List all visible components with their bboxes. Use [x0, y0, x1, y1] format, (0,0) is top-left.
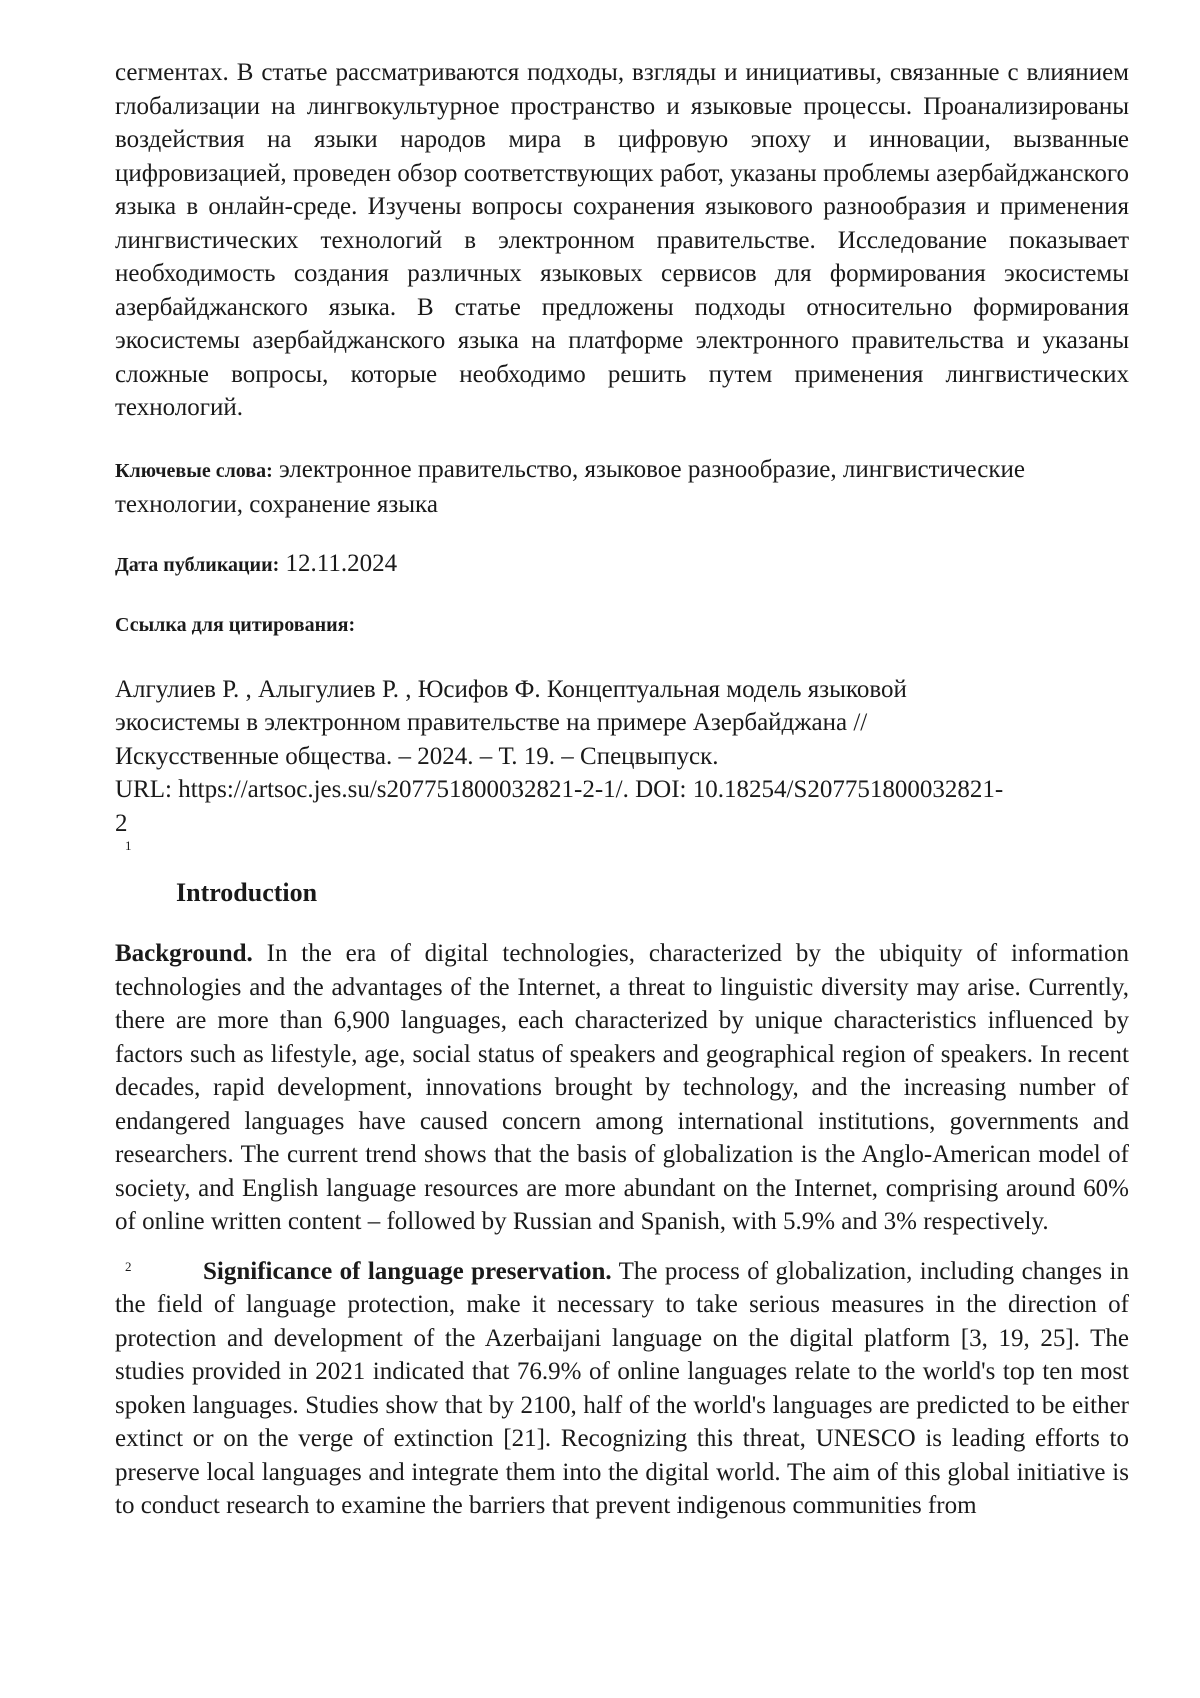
- publication-date: [115, 547, 1129, 583]
- abstract-tail: сегментах. В статье рассматриваются подходы, взгляды и инициативы, связанные с влиянием глобализации на лингвокультурное пространство и языковые процессы. Проанализированы воздействия на языки народов мира в цифровую эпоху и инновации, вызванные цифровизацией, проведен обзор соответствующих работ, указаны проблемы азербайджанского языка в онлайн-среде. Изучены вопросы сохранения языкового разнообразия и применения лингвистических технологий в электронном правительстве. Исследование показывает необходимость создания различных языковых сервисов для формирования экосистемы азербайджанского языка. В статье предложены подходы относительно формирования экосистемы азербайджанского языка на платформе электронного правительства и указаны сложные вопросы, которые необходимо решить путем применения лингвистических технологий.: [115, 59, 1129, 421]
- citation-line: Искусственные общества. – 2024. – Т. 19. – Спецвыпуск.: [115, 742, 719, 770]
- footnote-mark: 2: [125, 1258, 132, 1274]
- citation-label: Ссылка для цитирования:: [115, 614, 356, 636]
- citation-line: 2: [115, 809, 128, 837]
- keywords: [115, 453, 1129, 522]
- citation-line: Алгулиев Р. , Алыгулиев Р. , Юсифов Ф. Концептуальная модель языковой: [115, 675, 907, 703]
- citation-url-line: URL: https://artsoc.jes.su/s207751800032821-2-1/. DOI: 10.18254/S207751800032821-: [115, 776, 1004, 803]
- significance-label: Significance of language preservation.: [203, 1257, 612, 1285]
- keywords-label: Ключевые слова:: [115, 459, 273, 482]
- citation: [115, 673, 1129, 841]
- background-paragraph: [115, 937, 1129, 1239]
- citation-line: экосистемы в электронном правительстве на примере Азербайджана //: [115, 709, 868, 736]
- publication-label: Дата публикации:: [115, 553, 280, 576]
- section-heading: Introduction: [176, 877, 318, 907]
- keywords-text: электронное правительство, языковое разнообразие, лингвистические технологии, сохранение языка: [115, 455, 1025, 518]
- footnote-mark: 1: [125, 838, 132, 853]
- background-label: Background.: [115, 940, 253, 967]
- page-content: [115, 56, 1129, 1523]
- publication-value: 12.11.2024: [279, 549, 398, 577]
- citation-heading: [115, 607, 1129, 643]
- background-text: In the era of digital technologies, characterized by the ubiquity of information technologies and the advantages of the Internet, a threat to linguistic diversity may arise. Currently, there are more than 6,900 languages, each characterized by unique characteristics influenced by factors such as lifestyle, age, social status of speakers and geographical region of speakers. In recent decades, rapid development, innovations brought by technology, and the increasing number of endangered languages have caused concern among international institutions, governments and researchers. The current trend shows that the basis of globalization is the Anglo-American model of society, and English language resources are more abundant on the Internet, comprising around 60% of online written content – followed by Russian and Spanish, with 5.9% and 3% respectively.: [115, 940, 1129, 1235]
- significance-paragraph: [115, 1255, 1129, 1523]
- significance-text: The process of globalization, including changes in the field of language protection, make it necessary to take serious measures in the direction of protection and development of the Azerbaijani language on the digital platform [3, 19, 25]. The studies provided in 2021 indicated that 76.9% of online languages relate to the world's top ten most spoken languages. Studies show that by 2100, half of the world's languages are predicted to be either extinct or on the verge of extinction [21]. Recognizing this threat, UNESCO is leading efforts to preserve local languages and integrate them into the digital world. The aim of this global initiative is to conduct research to examine the barriers that prevent indigenous communities from: [115, 1257, 1130, 1519]
